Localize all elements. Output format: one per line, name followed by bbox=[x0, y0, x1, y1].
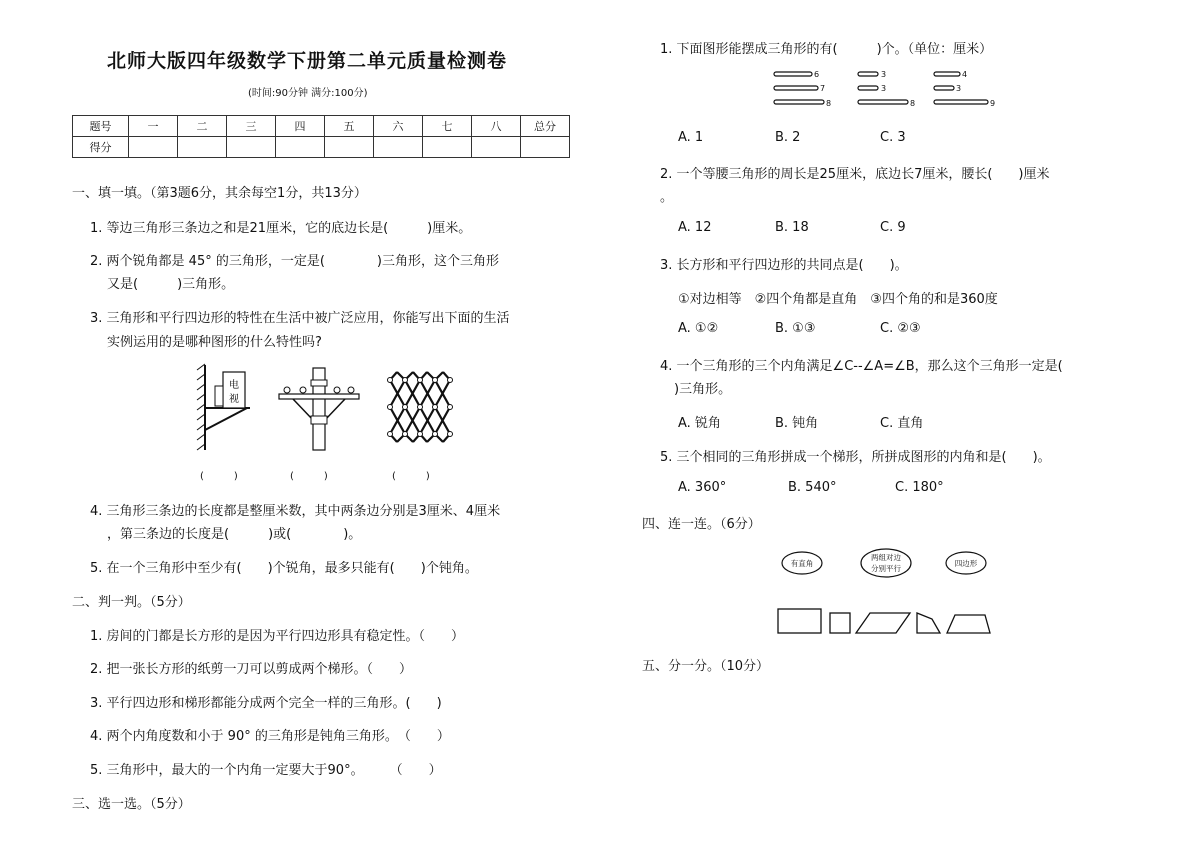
stick-label: 9 bbox=[990, 99, 996, 108]
score-cell[interactable] bbox=[325, 137, 374, 158]
choice-q5-option-a[interactable]: A. 360° bbox=[678, 480, 727, 495]
stick-label: 3 bbox=[881, 70, 887, 79]
choice-q5-option-c[interactable]: C. 180° bbox=[895, 480, 944, 495]
score-cell[interactable] bbox=[423, 137, 472, 158]
choice-q2-option-c[interactable]: C. 9 bbox=[880, 220, 906, 235]
utility-pole-illustration bbox=[279, 368, 359, 450]
score-cell[interactable] bbox=[276, 137, 325, 158]
score-cell[interactable] bbox=[178, 137, 227, 158]
stick-label: 3 bbox=[881, 84, 887, 93]
choice-q3-option-c[interactable]: C. ②③ bbox=[880, 321, 921, 336]
stick-label: 4 bbox=[962, 70, 968, 79]
fill-q2-line1: 2. 两个锐角都是 45° 的三角形，一定是( )三角形，这个三角形 bbox=[90, 254, 499, 269]
score-cell[interactable] bbox=[129, 137, 178, 158]
shape-square[interactable] bbox=[830, 613, 850, 633]
choice-q1-option-c[interactable]: C. 3 bbox=[880, 130, 906, 145]
choice-q4-line2: )三角形。 bbox=[674, 382, 732, 397]
choice-q4-line1: 4. 一个三角形的三个内角满足∠C--∠A=∠B，那么这个三角形一定是( bbox=[660, 359, 1063, 374]
score-header-cell: 三 bbox=[227, 116, 276, 137]
oval-text: 分别平行 bbox=[871, 564, 901, 573]
stick-label: 8 bbox=[910, 99, 916, 108]
score-table-header-row bbox=[73, 116, 570, 137]
answer-blank-1[interactable]: ( ) bbox=[200, 471, 238, 482]
lattice-joints bbox=[388, 378, 453, 437]
choice-q5-option-b[interactable]: B. 540° bbox=[788, 480, 837, 495]
shape-rectangle[interactable] bbox=[778, 609, 821, 633]
fill-q4-line2: ，第三条边的长度是( )或( )。 bbox=[107, 527, 362, 542]
judge-q5: 5. 三角形中，最大的一个内角一定要大于90°。 （ ） bbox=[90, 763, 442, 778]
score-row-label: 得分 bbox=[73, 137, 129, 158]
stick-label: 3 bbox=[956, 84, 962, 93]
choice-q3-statements: ①对边相等 ②四个角都是直角 ③四个角的和是360度 bbox=[678, 292, 998, 307]
section-4-heading: 四、连一连。（6分） bbox=[642, 517, 761, 532]
answer-blank-3[interactable]: ( ) bbox=[392, 471, 430, 482]
tv-label-1: 电 bbox=[229, 380, 239, 391]
stick-label: 6 bbox=[814, 70, 820, 79]
tv-bracket-illustration bbox=[197, 364, 250, 450]
fill-q1: 1. 等边三角形三条边之和是21厘米，它的底边长是( )厘米。 bbox=[90, 221, 472, 236]
exam-subtitle: (时间:90分钟 满分:100分) bbox=[248, 88, 368, 99]
oval-text: 四边形 bbox=[954, 559, 978, 568]
choice-q4-option-a[interactable]: A. 锐角 bbox=[678, 416, 721, 431]
fill-q3-line1: 3. 三角形和平行四边形的特性在生活中被广泛应用，你能写出下面的生活 bbox=[90, 311, 510, 326]
score-table bbox=[72, 115, 570, 158]
section-2-heading: 二、判一判。（5分） bbox=[72, 595, 191, 610]
choice-q1: 1. 下面图形能摆成三角形的有( )个。（单位：厘米） bbox=[660, 42, 993, 57]
choice-q2-option-b[interactable]: B. 18 bbox=[775, 220, 809, 235]
score-table-score-row bbox=[73, 137, 570, 158]
score-header-cell: 四 bbox=[276, 116, 325, 137]
judge-q1: 1. 房间的门都是长方形的是因为平行四边形具有稳定性。（ ） bbox=[90, 629, 465, 644]
judge-q3: 3. 平行四边形和梯形都能分成两个完全一样的三角形。( ) bbox=[90, 696, 442, 711]
answer-blank-2[interactable]: ( ) bbox=[290, 471, 328, 482]
score-header-cell: 二 bbox=[178, 116, 227, 137]
judge-q4: 4. 两个内角度数和小于 90° 的三角形是钝角三角形。 （ ） bbox=[90, 729, 450, 744]
choice-q3-option-b[interactable]: B. ①③ bbox=[775, 321, 816, 336]
oval-text: 两组对边 bbox=[871, 553, 901, 562]
stability-illustrations bbox=[185, 360, 475, 460]
page-title: 北师大版四年级数学下册第二单元质量检测卷 bbox=[107, 50, 508, 72]
shape-trapezoid[interactable] bbox=[947, 615, 990, 633]
score-header-cell: 六 bbox=[374, 116, 423, 137]
sticks-figure bbox=[770, 66, 1010, 114]
score-header-cell: 八 bbox=[472, 116, 521, 137]
choice-q4-option-b[interactable]: B. 钝角 bbox=[775, 416, 819, 431]
fill-q2-line2: 又是( )三角形。 bbox=[107, 277, 235, 292]
score-header-cell: 一 bbox=[129, 116, 178, 137]
tv-label-2: 视 bbox=[229, 394, 239, 405]
fill-q4-line1: 4. 三角形三条边的长度都是整厘米数，其中两条边分别是3厘米、4厘米 bbox=[90, 504, 501, 519]
section-5-heading: 五、分一分。（10分） bbox=[642, 659, 770, 674]
section-1-heading: 一、填一填。（第3题6分，其余每空1分，共13分） bbox=[72, 186, 367, 201]
matching-figure bbox=[770, 545, 1000, 645]
fill-q5: 5. 在一个三角形中至少有( )个锐角，最多只能有( )个钝角。 bbox=[90, 561, 478, 576]
choice-q1-option-a[interactable]: A. 1 bbox=[678, 130, 704, 145]
stick-label: 8 bbox=[826, 99, 832, 108]
score-header-cell: 总分 bbox=[521, 116, 570, 137]
shape-parallelogram[interactable] bbox=[856, 613, 910, 633]
choice-q1-option-b[interactable]: B. 2 bbox=[775, 130, 801, 145]
score-cell[interactable] bbox=[374, 137, 423, 158]
score-header-cell: 七 bbox=[423, 116, 472, 137]
choice-q5: 5. 三个相同的三角形拼成一个梯形，所拼成图形的内角和是( )。 bbox=[660, 450, 1051, 465]
choice-q4-option-c[interactable]: C. 直角 bbox=[880, 416, 924, 431]
choice-q2-option-a[interactable]: A. 12 bbox=[678, 220, 712, 235]
choice-q2-line1: 2. 一个等腰三角形的周长是25厘米，底边长7厘米，腰长( )厘米 bbox=[660, 167, 1050, 182]
choice-q2-line2: 。 bbox=[660, 190, 674, 205]
score-header-cell: 五 bbox=[325, 116, 374, 137]
stick-label: 7 bbox=[820, 84, 826, 93]
score-cell[interactable] bbox=[521, 137, 570, 158]
choice-q3-option-a[interactable]: A. ①② bbox=[678, 321, 719, 336]
score-cell[interactable] bbox=[227, 137, 276, 158]
fill-q3-line2: 实例运用的是哪种图形的什么特性吗? bbox=[107, 335, 322, 350]
shape-quadrilateral[interactable] bbox=[917, 613, 940, 633]
judge-q2: 2. 把一张长方形的纸剪一刀可以剪成两个梯形。（ ） bbox=[90, 662, 413, 677]
section-3-heading: 三、选一选。（5分） bbox=[72, 797, 191, 812]
choice-q3: 3. 长方形和平行四边形的共同点是( )。 bbox=[660, 258, 908, 273]
score-header-cell: 题号 bbox=[73, 116, 129, 137]
score-cell[interactable] bbox=[472, 137, 521, 158]
oval-text: 有直角 bbox=[790, 559, 814, 568]
